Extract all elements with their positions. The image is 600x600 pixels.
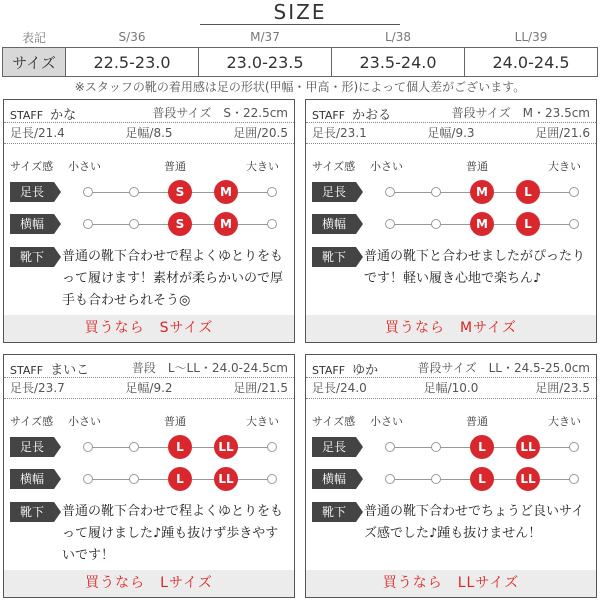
size-table-cell: 23.0-23.5 [199, 48, 332, 77]
size-marker: L [516, 212, 540, 236]
title-underline [200, 24, 400, 25]
scale-normal-label: 普通 [164, 160, 186, 173]
socks-row-label: 靴下 [312, 247, 356, 267]
scale-point [83, 442, 93, 452]
size-table-cell: 23.5-24.0 [332, 48, 465, 77]
foot-length: 足長/23.7 [10, 381, 65, 395]
recommended-size: 買うなら Lサイズ [4, 570, 294, 597]
usual-size: 普段サイズ M・23.5cm [451, 106, 590, 120]
staff-comment: 普通の靴下合わせで程よくゆとりをもって履けます！素材が柔らかいので厚手も合わせられそう◎ [62, 249, 284, 308]
divider [4, 143, 294, 144]
length-row-label: 足長 [10, 182, 54, 202]
foot-width: 足幅/8.5 [125, 126, 173, 140]
size-marker: M [214, 212, 238, 236]
staff-label: STAFF [312, 109, 346, 122]
staff-label: STAFF [312, 364, 346, 377]
scale-point [431, 442, 441, 452]
size-marker: M [470, 180, 494, 204]
size-table-row-label: サイズ [3, 48, 66, 77]
divider [306, 143, 596, 144]
arrow-icon [54, 214, 61, 234]
size-marker: L [516, 180, 540, 204]
size-table-header-cell: 表記 [21, 30, 46, 45]
staff-header [312, 104, 590, 123]
length-row-label: 足長 [312, 437, 356, 457]
foot-length: 足長/23.1 [312, 126, 367, 140]
scale-point [431, 187, 441, 197]
arrow-icon [356, 247, 363, 267]
size-feel-label: サイズ感 [312, 160, 356, 173]
foot-width: 足幅/10.0 [423, 381, 479, 395]
staff-header [10, 359, 288, 378]
foot-girth: 足囲/20.5 [233, 126, 288, 140]
staff-label: STAFF [10, 109, 44, 122]
staff-name: まいこ [50, 363, 90, 378]
scale-point [129, 474, 139, 484]
scale-point [83, 474, 93, 484]
usual-size: 普段 L～LL・24.0-24.5cm [131, 361, 288, 375]
arrow-icon [356, 214, 363, 234]
usual-size: 普段サイズ LL・24.5-25.0cm [417, 361, 590, 375]
arrow-icon [356, 502, 363, 522]
recommended-size: 買うなら Mサイズ [306, 315, 596, 342]
size-feel-label: サイズ感 [10, 160, 54, 173]
foot-girth: 足囲/21.6 [535, 126, 590, 140]
fit-disclaimer: ※スタッフの靴の着用感は足の形状(甲幅・甲高・形)によって個人差がございます。 [74, 80, 526, 94]
size-marker: LL [516, 467, 540, 491]
scale-small-label: 小さい [370, 415, 403, 428]
scale-point [129, 442, 139, 452]
size-table-header-cell: M/37 [250, 30, 280, 44]
scale-point [267, 442, 277, 452]
size-marker: L [470, 467, 494, 491]
scale-point [569, 474, 579, 484]
size-table [2, 27, 598, 77]
scale-point [129, 219, 139, 229]
foot-measurements [10, 124, 288, 141]
size-marker: L [168, 435, 192, 459]
size-table-cell: 24.0-24.5 [465, 48, 598, 77]
scale-point [431, 474, 441, 484]
size-marker: L [168, 467, 192, 491]
staff-card [3, 99, 295, 343]
divider [306, 398, 596, 399]
scale-point [129, 187, 139, 197]
divider [306, 377, 596, 378]
width-row-label: 横幅 [10, 214, 54, 234]
arrow-icon [356, 182, 363, 202]
socks-row-label: 靴下 [10, 502, 54, 522]
scale-big-label: 大きい [548, 415, 581, 428]
scale-point [431, 219, 441, 229]
size-marker: LL [516, 435, 540, 459]
size-table-header-cell: S/36 [118, 30, 146, 44]
width-row-label: 横幅 [10, 469, 54, 489]
length-row-label: 足長 [312, 182, 356, 202]
staff-comment: 普通の靴下合わせで程よくゆとりをもって履けました♪踵も抜けず歩きやすいです！ [62, 504, 284, 563]
size-marker: LL [214, 435, 238, 459]
scale-point [385, 442, 395, 452]
width-row-label: 横幅 [312, 469, 356, 489]
scale-big-label: 大きい [548, 160, 581, 173]
arrow-icon [54, 247, 61, 267]
arrow-icon [356, 469, 363, 489]
foot-width: 足幅/9.3 [427, 126, 475, 140]
foot-measurements [10, 379, 288, 396]
staff-name: かな [50, 108, 77, 123]
scale-point [569, 219, 579, 229]
staff-name: かおる [352, 108, 392, 123]
socks-row-label: 靴下 [10, 247, 54, 267]
size-table-header-cell: LL/39 [514, 30, 548, 44]
length-row-label: 足長 [10, 437, 54, 457]
socks-row-label: 靴下 [312, 502, 356, 522]
size-table-header-cell: L/38 [385, 30, 411, 44]
staff-card [3, 354, 295, 598]
staff-header [10, 104, 288, 123]
scale-normal-label: 普通 [466, 415, 488, 428]
scale-point [569, 442, 579, 452]
divider [306, 122, 596, 123]
scale-small-label: 小さい [68, 160, 101, 173]
staff-card [305, 354, 597, 598]
size-feel-label: サイズ感 [312, 415, 356, 428]
foot-measurements [312, 379, 590, 396]
width-row-label: 横幅 [312, 214, 356, 234]
scale-point [385, 187, 395, 197]
divider [4, 377, 294, 378]
scale-point [385, 219, 395, 229]
page-title: SIZE [273, 0, 327, 24]
scale-point [267, 474, 277, 484]
scale-small-label: 小さい [370, 160, 403, 173]
staff-name: ゆか [352, 363, 379, 378]
foot-girth: 足囲/21.5 [233, 381, 288, 395]
foot-width: 足幅/9.2 [125, 381, 173, 395]
size-marker: LL [214, 467, 238, 491]
foot-length: 足長/21.4 [10, 126, 65, 140]
scale-small-label: 小さい [68, 415, 101, 428]
size-marker: S [168, 212, 192, 236]
scale-point [569, 187, 579, 197]
arrow-icon [54, 182, 61, 202]
divider [4, 398, 294, 399]
scale-point [267, 219, 277, 229]
staff-header [312, 359, 590, 378]
size-marker: S [168, 180, 192, 204]
scale-big-label: 大きい [246, 415, 279, 428]
scale-point [83, 187, 93, 197]
foot-length: 足長/24.0 [312, 381, 367, 395]
divider [4, 122, 294, 123]
scale-big-label: 大きい [246, 160, 279, 173]
scale-normal-label: 普通 [466, 160, 488, 173]
recommended-size: 買うなら Sサイズ [4, 315, 294, 342]
foot-girth: 足囲/23.5 [535, 381, 590, 395]
recommended-size: 買うなら LLサイズ [306, 570, 596, 597]
size-marker: L [470, 435, 494, 459]
arrow-icon [54, 469, 61, 489]
scale-point [385, 474, 395, 484]
size-marker: M [214, 180, 238, 204]
staff-card [305, 99, 597, 343]
size-marker: M [470, 212, 494, 236]
arrow-icon [54, 437, 61, 457]
staff-comment: 普通の靴下合わせでちょうど良いサイズ感でした♪踵も抜けません！ [364, 504, 585, 541]
scale-point [267, 187, 277, 197]
arrow-icon [356, 437, 363, 457]
foot-measurements [312, 124, 590, 141]
size-table-cell: 22.5-23.0 [66, 48, 199, 77]
scale-normal-label: 普通 [164, 415, 186, 428]
size-feel-label: サイズ感 [10, 415, 54, 428]
staff-label: STAFF [10, 364, 44, 377]
usual-size: 普段サイズ S・22.5cm [152, 106, 288, 120]
arrow-icon [54, 502, 61, 522]
scale-point [83, 219, 93, 229]
staff-comment: 普通の靴下と合わせましたがぴったりです！軽い履き心地で楽ちん♪ [364, 249, 586, 286]
